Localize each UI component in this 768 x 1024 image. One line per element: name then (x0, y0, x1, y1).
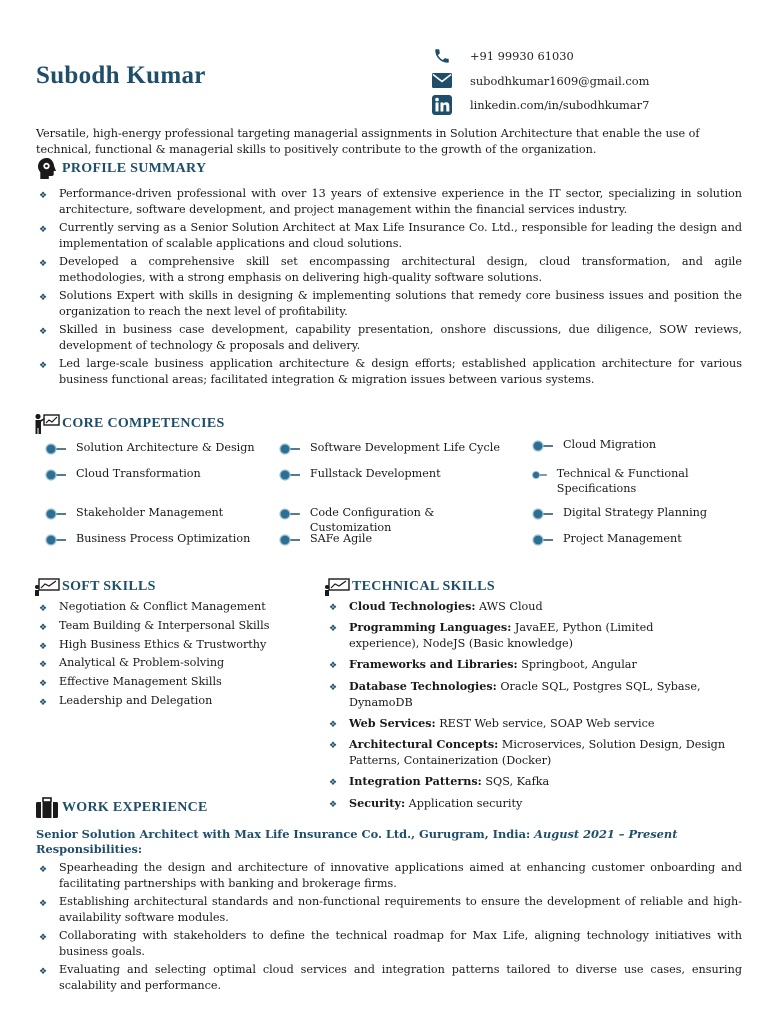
list-item: ❖ Developed a comprehensive skill set encompassing architectural design, cloud transformation, and agile methodologies, with a strong emphasis on delivering high-quality software solutions. (39, 254, 742, 285)
presenter-board-icon (34, 412, 60, 436)
job-period: August 2021 – Present (534, 827, 678, 841)
technical-skills-list (326, 598, 726, 816)
chart-board-icon (324, 575, 350, 599)
competency-item: Cloud Transformation (44, 466, 259, 481)
list-item: ❖ Collaborating with stakeholders to define the technical roadmap for Max Life, aligning technology initiatives with business goals. (39, 928, 742, 959)
diamond-bullet-icon: ❖ (329, 799, 338, 810)
competency-item: SAFe Agile (278, 531, 513, 546)
diamond-bullet-icon: ❖ (39, 622, 48, 633)
list-item: ❖ Integration Patterns: SQS, Kafka (326, 773, 726, 790)
diamond-bullet-icon: ❖ (39, 679, 48, 690)
briefcase-icon (34, 796, 60, 820)
arrow-bullet-icon (278, 469, 300, 481)
diamond-bullet-icon: ❖ (39, 604, 48, 614)
envelope-icon (430, 71, 454, 91)
diamond-bullet-icon: ❖ (39, 258, 48, 269)
profile-summary-heading (34, 157, 206, 181)
diamond-bullet-icon: ❖ (39, 360, 48, 371)
arrow-bullet-icon (44, 469, 66, 481)
arrow-bullet-icon (44, 534, 66, 546)
section-title: PROFILE SUMMARY (62, 161, 207, 176)
list-item: ❖ Effective Management Skills (36, 673, 296, 692)
diamond-bullet-icon: ❖ (39, 898, 48, 909)
contact-block (430, 44, 649, 118)
competency-item: Project Management (531, 531, 731, 546)
email-link[interactable]: subodhkumar1609@gmail.com (470, 73, 650, 88)
list-item: ❖ Spearheading the design and architecture of innovative applications aimed at enhancing customer onboarding and facilitating partnerships with banking and brokerage firms. (39, 861, 742, 891)
core-competencies-heading (34, 412, 225, 436)
phone-icon (430, 46, 454, 66)
arrow-bullet-icon (278, 534, 300, 546)
list-item: ❖ Establishing architectural standards and non-functional requirements to ensure the development of reliable and high-availability software modules. (39, 894, 742, 925)
diamond-bullet-icon: ❖ (39, 292, 48, 303)
diamond-bullet-icon: ❖ (39, 326, 48, 337)
list-item: ❖ Cloud Technologies: AWS Cloud (326, 598, 726, 615)
diamond-bullet-icon: ❖ (39, 660, 48, 671)
section-title: CORE COMPETENCIES (62, 416, 225, 431)
list-item: ❖ Programming Languages: JavaEE, Python (Limited experience), NodeJS (Basic knowledge) (329, 620, 654, 651)
candidate-name: Subodh Kumar (36, 62, 206, 89)
technical-skills-heading (324, 575, 495, 599)
list-item: ❖ Led large-scale business application architecture & design efforts; established application architecture for various business functional areas; facilitated integration & migration issues between various systems. (39, 356, 742, 387)
diamond-bullet-icon: ❖ (39, 191, 48, 201)
contact-linkedin (430, 93, 649, 118)
competency-item: Solution Architecture & Design (44, 440, 259, 455)
list-item: ❖ High Business Ethics & Trustworthy (36, 636, 296, 655)
list-item: ❖ Leadership and Delegation (36, 692, 296, 711)
diamond-bullet-icon: ❖ (39, 966, 48, 977)
competency-item: Cloud Migration (531, 437, 731, 452)
arrow-bullet-icon (44, 508, 66, 520)
competency-item: Digital Strategy Planning (531, 505, 731, 520)
phone-number: +91 99930 61030 (470, 49, 574, 64)
diamond-bullet-icon: ❖ (329, 603, 338, 613)
list-item: ❖ Solutions Expert with skills in designing & implementing solutions that remedy core business issues and position the organization to reach the next level of profitability. (39, 288, 742, 319)
list-item: ❖ Negotiation & Conflict Management (36, 598, 296, 617)
competency-item: Code Configuration & Customization (278, 505, 518, 535)
arrow-bullet-icon (531, 440, 553, 452)
arrow-bullet-icon (531, 508, 553, 520)
work-responsibilities-list (36, 860, 742, 996)
competency-item: Stakeholder Management (44, 505, 259, 520)
list-item: ❖ Frameworks and Libraries: Springboot, Angular (326, 656, 726, 673)
diamond-bullet-icon: ❖ (39, 224, 48, 235)
section-title: SOFT SKILLS (62, 579, 156, 594)
section-title: TECHNICAL SKILLS (352, 579, 495, 594)
work-experience-heading (34, 796, 208, 820)
diamond-bullet-icon: ❖ (39, 865, 48, 875)
competency-item: Business Process Optimization (44, 531, 259, 546)
diamond-bullet-icon: ❖ (329, 778, 338, 789)
list-item: ❖ Web Services: REST Web service, SOAP Web service (326, 715, 726, 732)
list-item: ❖ Analytical & Problem-solving (36, 654, 296, 673)
list-item: ❖ Team Building & Interpersonal Skills (36, 617, 296, 636)
section-title: WORK EXPERIENCE (62, 800, 208, 815)
diamond-bullet-icon: ❖ (329, 741, 338, 752)
list-item: ❖ Database Technologies: Oracle SQL, Postgres SQL, Sybase, DynamoDB (329, 678, 701, 709)
profile-summary-list (36, 186, 742, 390)
responsibilities-label: Responsibilities: (36, 842, 143, 856)
list-item: ❖ Architectural Concepts: Microservices, Solution Design, Design Patterns, Containerization (Docker) (329, 737, 726, 768)
arrow-bullet-icon (531, 534, 553, 546)
linkedin-icon (430, 95, 454, 115)
diamond-bullet-icon: ❖ (329, 661, 338, 672)
chart-board-icon (34, 575, 60, 599)
diamond-bullet-icon: ❖ (39, 932, 48, 943)
arrow-bullet-icon (531, 469, 547, 481)
competency-item: Fullstack Development (278, 466, 513, 481)
linkedin-link[interactable]: linkedin.com/in/subodhkumar7 (470, 98, 650, 113)
list-item: ❖ Skilled in business case development, capability presentation, onshore discussions, due diligence, SOW reviews, development of technology & proposals and delivery. (39, 322, 742, 353)
arrow-bullet-icon (44, 443, 66, 455)
arrow-bullet-icon (278, 443, 300, 455)
contact-email (430, 69, 649, 94)
soft-skills-list (36, 598, 296, 711)
job-title: Senior Solution Architect with Max Life Insurance Co. Ltd., Gurugram, India: August 2021 – Present (36, 827, 678, 841)
diamond-bullet-icon: ❖ (329, 624, 338, 635)
soft-skills-heading (34, 575, 156, 599)
diamond-bullet-icon: ❖ (329, 682, 338, 693)
diamond-bullet-icon: ❖ (39, 641, 48, 652)
list-item: ❖ Currently serving as a Senior Solution Architect at Max Life Insurance Co. Ltd., responsible for leading the design and implementation of scalable applications and cloud solutions. (39, 220, 742, 251)
head-gear-icon (34, 157, 60, 181)
list-item: ❖ Evaluating and selecting optimal cloud services and integration patterns tailored to diverse use cases, ensuring scalability and performance. (39, 962, 742, 993)
competency-item: Software Development Life Cycle (278, 440, 513, 455)
diamond-bullet-icon: ❖ (39, 697, 48, 708)
competency-item: Technical & Functional Specifications (531, 466, 711, 496)
intro-statement: Versatile, high-energy professional targeting managerial assignments in Solution Architecture that enable the use of technical, functional & managerial skills to positively contribute to the growth of the organization. (36, 127, 700, 156)
contact-phone (430, 44, 649, 69)
diamond-bullet-icon: ❖ (329, 719, 338, 730)
list-item: ❖ Security: Application security (326, 795, 726, 812)
arrow-bullet-icon (278, 508, 300, 520)
list-item: ❖ Performance-driven professional with over 13 years of extensive experience in the IT sector, specializing in solution architecture, software development, and project management within the financial services industry. (39, 187, 742, 217)
